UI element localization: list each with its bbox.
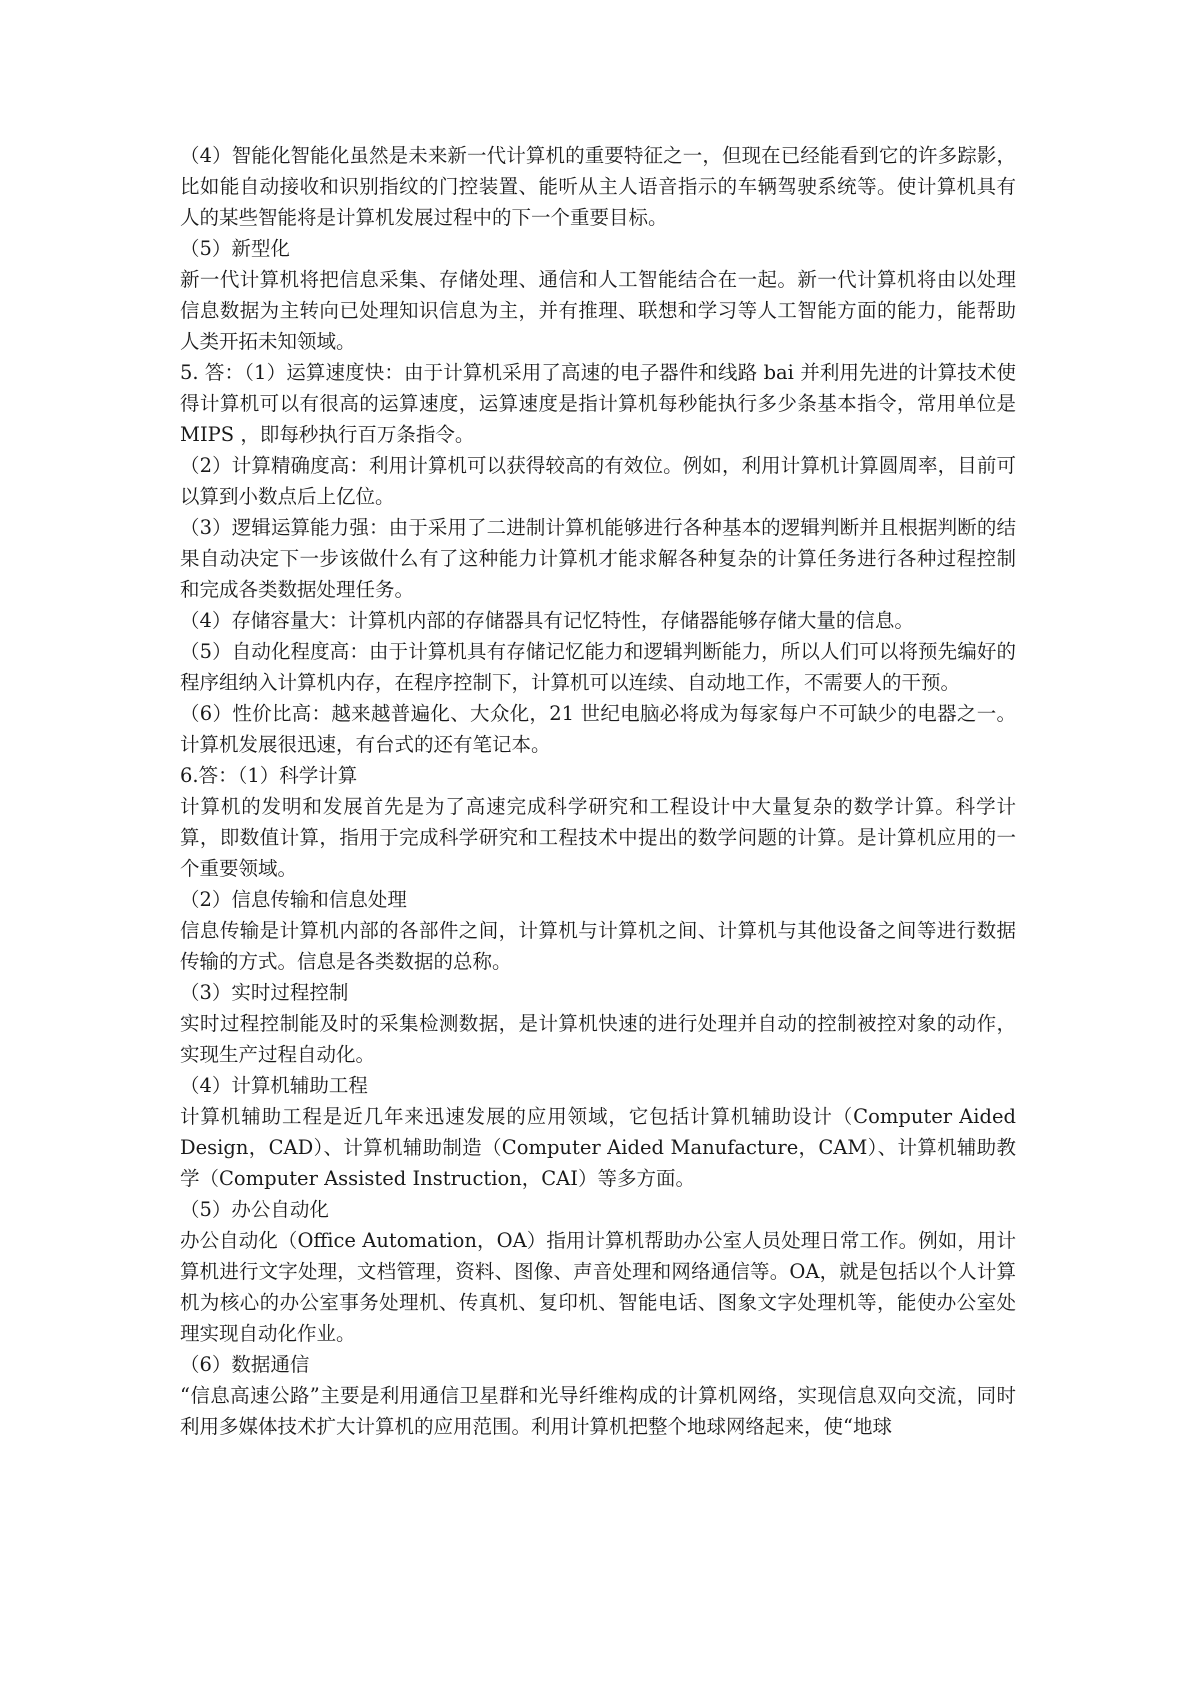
paragraph-intelligent: （4）智能化智能化虽然是未来新一代计算机的重要特征之一，但现在已经能看到它的许多踪影，比如能自动接收和识别指纹的门控装置、能听从主人语音指示的车辆驾驶系统等。使计算机具有人的某些智能将是计算机发展过程中的下一个重要目标。	[180, 144, 1016, 229]
paragraph-new-generation: 新一代计算机将把信息采集、存储处理、通信和人工智能结合在一起。新一代计算机将由以处理信息数据为主转向已处理知识信息为主，并有推理、联想和学习等人工智能方面的能力，能帮助人类开拓未知领域。	[180, 268, 1016, 353]
answer-5-logic: （3）逻辑运算能力强：由于采用了二进制计算机能够进行各种基本的逻辑判断并且根据判断的结果自动决定下一步该做什么有了这种能力计算机才能求解各种复杂的计算任务进行各种过程控制和完成各类数据处理任务。	[180, 516, 1016, 601]
heading-new-type: （5）新型化	[180, 237, 290, 260]
answer-5-speed: 5. 答：（1）运算速度快：由于计算机采用了高速的电子器件和线路 bai 并利用先进的计算技术使得计算机可以有很高的运算速度，运算速度是指计算机每秒能执行多少条基本指令，常用单位是 MIPS ，即每秒执行百万条指令。	[180, 361, 1016, 446]
answer-5-precision: （2）计算精确度高：利用计算机可以获得较高的有效位。例如，利用计算机计算圆周率，目前可以算到小数点后上亿位。	[180, 454, 1016, 508]
answer-6-heading-science: 6.答：（1）科学计算	[180, 764, 358, 787]
heading-realtime-control: （3）实时过程控制	[180, 981, 349, 1004]
paragraph-realtime-control: 实时过程控制能及时的采集检测数据，是计算机快速的进行处理并自动的控制被控对象的动作，实现生产过程自动化。	[180, 1012, 1016, 1066]
document-body	[180, 140, 1016, 1442]
paragraph-data-communication: “信息高速公路”主要是利用通信卫星群和光导纤维构成的计算机网络，实现信息双向交流，同时利用多媒体技术扩大计算机的应用范围。利用计算机把整个地球网络起来，使“地球	[180, 1384, 1016, 1438]
heading-office-automation: （5）办公自动化	[180, 1198, 329, 1221]
paragraph-office-automation: 办公自动化（Office Automation，OA）指用计算机帮助办公室人员处理日常工作。例如，用计算机进行文字处理，文档管理，资料、图像、声音处理和网络通信等。OA，就是包括以个人计算机为核心的办公室事务处理机、传真机、复印机、智能电话、图象文字处理机等，能使办公室处理实现自动化作业。	[180, 1229, 1016, 1345]
paragraph-science: 计算机的发明和发展首先是为了高速完成科学研究和工程设计中大量复杂的数学计算。科学计算，即数值计算，指用于完成科学研究和工程技术中提出的数学问题的计算。是计算机应用的一个重要领域。	[180, 795, 1016, 880]
paragraph-cae: 计算机辅助工程是近几年来迅速发展的应用领域，它包括计算机辅助设计（Computer Aided Design，CAD）、计算机辅助制造（Computer Aided Manufacture，CAM）、计算机辅助教学（Computer Assisted Instruction，CAI）等多方面。	[180, 1105, 1016, 1190]
paragraph-info-transfer: 信息传输是计算机内部的各部件之间，计算机与计算机之间、计算机与其他设备之间等进行数据传输的方式。信息是各类数据的总称。	[180, 919, 1016, 973]
answer-5-automation: （5）自动化程度高：由于计算机具有存储记忆能力和逻辑判断能力，所以人们可以将预先编好的程序组纳入计算机内存，在程序控制下，计算机可以连续、自动地工作，不需要人的干预。	[180, 640, 1016, 694]
heading-info-transfer: （2）信息传输和信息处理	[180, 888, 407, 911]
heading-data-communication: （6）数据通信	[180, 1353, 310, 1376]
answer-5-storage: （4）存储容量大：计算机内部的存储器具有记忆特性，存储器能够存储大量的信息。	[180, 609, 914, 632]
answer-5-cost: （6）性价比高：越来越普遍化、大众化，21 世纪电脑必将成为每家每户不可缺少的电器之一。计算机发展很迅速，有台式的还有笔记本。	[180, 702, 1016, 756]
heading-cae: （4）计算机辅助工程	[180, 1074, 368, 1097]
